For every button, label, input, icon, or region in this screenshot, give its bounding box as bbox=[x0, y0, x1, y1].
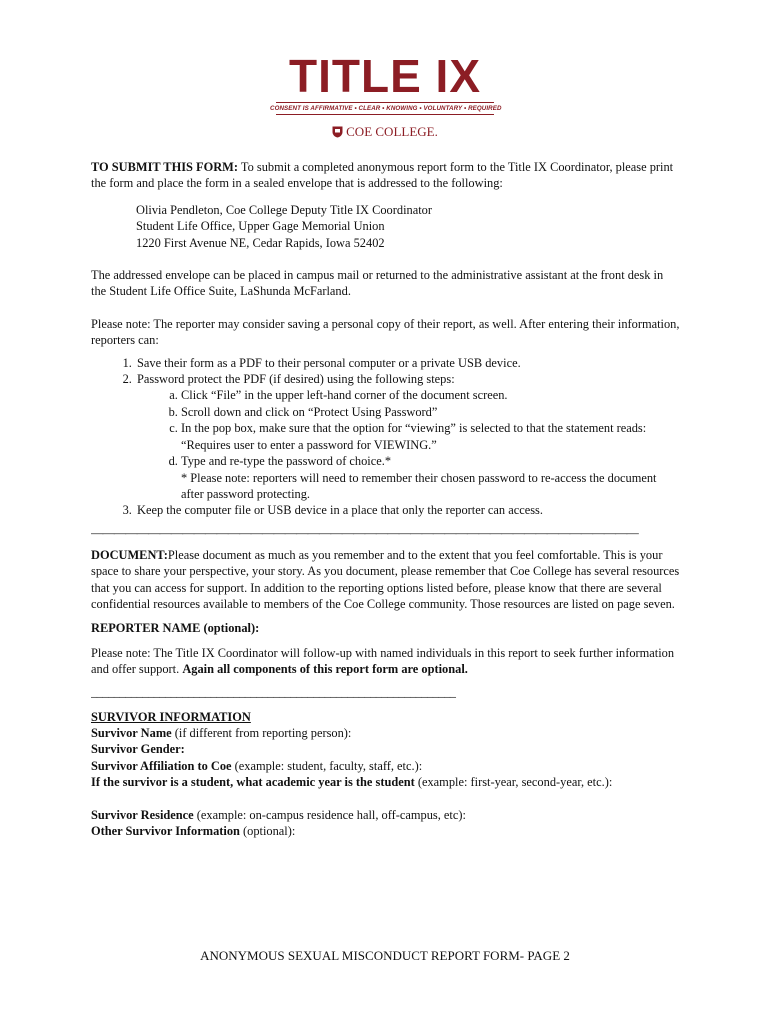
survivor-name-field: Survivor Name (if different from reporting person): bbox=[91, 725, 352, 740]
substep-file: a. Click “File” in the upper left-hand corner of the document screen. bbox=[181, 387, 681, 403]
document-lead: DOCUMENT: bbox=[91, 547, 168, 562]
password-substeps bbox=[137, 387, 681, 502]
envelope-instructions: The addressed envelope can be placed in campus mail or returned to the administrative assistant at the front desk in the Student Life Office Suite, LaShunda McFarland. bbox=[91, 268, 664, 299]
coe-college-wordmark bbox=[270, 124, 500, 140]
substep-scroll: b. Scroll down and click on “Protect Using Password” bbox=[181, 404, 681, 420]
submit-lead: TO SUBMIT THIS FORM: bbox=[91, 160, 238, 174]
save-steps-list bbox=[91, 355, 681, 519]
logo-rule-bottom bbox=[276, 114, 494, 115]
reporter-note-intro: Please note: The reporter may consider saving a personal copy of their report, as well. After entering their information, reporters can: bbox=[91, 316, 680, 348]
coe-crest-icon bbox=[332, 126, 343, 138]
survivor-other-field: Other Survivor Information (optional): bbox=[91, 824, 296, 838]
section-divider: ———————————————————————————————————————————————— bbox=[91, 525, 638, 540]
substep-viewing: c. In the pop box, make sure that the option for “viewing” is selected to that the statement reads: “Requires user to enter a password for VIEWING.” bbox=[181, 420, 681, 453]
logo-tagline: CONSENT IS AFFIRMATIVE • CLEAR • KNOWING • VOLUNTARY • REQUIRED bbox=[270, 105, 502, 112]
optional-note: Again all components of this report form are optional. bbox=[182, 662, 468, 677]
substep-type-password: d. Type and re-type the password of choice.* * Please note: reporters will need to remember their chosen password to re-access the document after password protecting. bbox=[181, 453, 681, 502]
submit-text: To submit a completed anonymous report form to the Title IX Coordinator, please print the form and place the form in a sealed envelope that is addressed to the following: bbox=[91, 160, 674, 191]
address-line-1: Olivia Pendleton, Coe College Deputy Title IX Coordinator bbox=[136, 202, 432, 217]
page-footer: ANONYMOUS SEXUAL MISCONDUCT REPORT FORM- PAGE 2 bbox=[200, 948, 570, 963]
step-password-protect: 2. Password protect the PDF (if desired) using the following steps: a. Click “File” in the upper left-hand corner of the document screen. b. Scroll down and click on “Protect Using Password” c. In the pop box, make sure that the option for “viewing” is selected to that the statement reads: “Requires user to enter a password for VIEWING.” d. Type and re-type the password of choice.* * Please note: reporters will need to remember their chosen password to re-access the document after password protecting. bbox=[135, 371, 681, 502]
survivor-affiliation-field: Survivor Affiliation to Coe (example: student, faculty, staff, etc.): bbox=[91, 758, 423, 773]
survivor-year-field: If the survivor is a student, what academic year is the student (example: first-year, second-year, etc.): bbox=[91, 775, 613, 790]
college-name: COE COLLEGE. bbox=[346, 124, 438, 139]
reporter-note: Please note: The Title IX Coordinator will follow-up with named individuals in this report to seek further information and offer support. Again all components of this report form are optional. bbox=[91, 645, 675, 677]
survivor-residence-field: Survivor Residence (example: on-campus residence hall, off-campus, etc): bbox=[91, 807, 466, 822]
document-text: Please document as much as you remember and to the extent that you feel comfortable. This is your space to share your perspective, your story. As you document, please remember that Coe College has several resources that you can access for support. In addition to the reporting options listed before, please know that there are several confidential resources available to members of the Coe College community. Those resources are listed on page seven. bbox=[91, 547, 680, 611]
reporter-name-heading: REPORTER NAME (optional): bbox=[91, 621, 260, 636]
section-divider-2: ________________________________________________________________ bbox=[91, 684, 456, 699]
password-reminder: * Please note: reporters will need to remember their chosen password to re-access the document after password protecting. bbox=[181, 470, 657, 501]
document-instructions bbox=[91, 547, 681, 613]
submit-instructions bbox=[91, 159, 681, 192]
address-line-3: 1220 First Avenue NE, Cedar Rapids, Iowa 52402 bbox=[136, 235, 385, 250]
step-keep-file: 3. Keep the computer file or USB device in a place that only the reporter can access. bbox=[135, 502, 681, 518]
survivor-gender-field: Survivor Gender: bbox=[91, 742, 185, 757]
step-save-pdf: 1. Save their form as a PDF to their personal computer or a private USB device. bbox=[135, 355, 681, 371]
address-line-2: Student Life Office, Upper Gage Memorial Union bbox=[136, 219, 385, 234]
form-body bbox=[91, 159, 681, 839]
title-ix-logo bbox=[270, 52, 500, 140]
mailing-address bbox=[136, 202, 681, 251]
survivor-info-heading: SURVIVOR INFORMATION bbox=[91, 709, 251, 724]
logo-title: TITLE IX bbox=[289, 50, 481, 102]
logo-rule bbox=[276, 102, 494, 103]
